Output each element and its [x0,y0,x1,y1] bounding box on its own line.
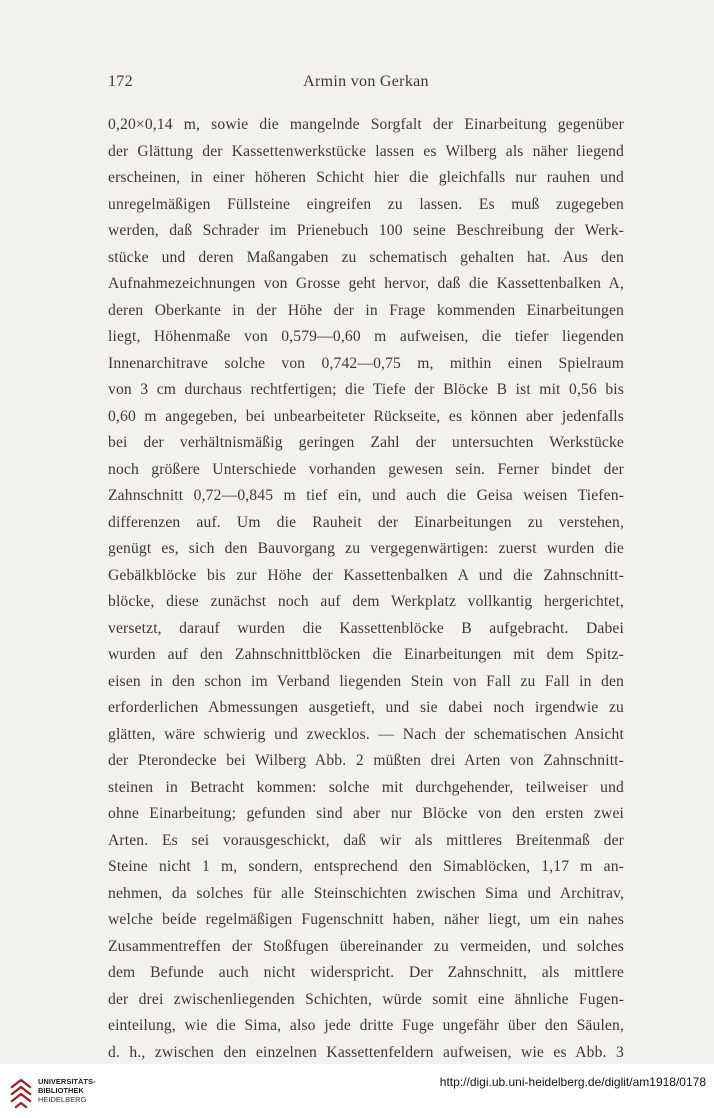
text-line: dem Befunde auch nicht widerspricht. Der Zahnschnitt, als mittlere [108,964,624,981]
text-line: Zusammentreffen der Stoßfugen übereinander zu vermeiden, und solches [108,937,624,955]
library-name-line-1: UNIVERSITÄTS- [38,1077,96,1086]
library-name-line-3: HEIDELBERG [38,1095,87,1104]
text-line: Steine nicht 1 m, sondern, entsprechend den Simablöcken, 1,17 m an- [108,858,624,875]
text-line: welche beide regelmäßigen Fugenschnitt haben, näher liegt, um ein nahes [108,911,624,928]
text-line: steinen in Betracht kommen: solche mit durchgehender, teilweiser und [108,778,624,796]
page-number: 172 [108,73,133,90]
text-line: noch größere Unterschiede vorhanden gewesen sein. Ferner bindet der [108,460,624,478]
text-line: versetzt, darauf wurden die Kassettenblöcke B aufgebracht. Dabei [108,619,624,637]
text-line: differenzen auf. Um die Rauheit der Einarbeitungen zu verstehen, [108,513,624,531]
text-line: eisen in den schon im Verband liegenden Stein von Fall zu Fall in den [108,672,624,690]
text-line: stücke und deren Maßangaben zu schematisch gehalten hat. Aus den [108,248,624,266]
text-line: 0,20×0,14 m, sowie die mangelnde Sorgfalt der Einarbeitung gegenüber [108,116,624,133]
text-line: der Glättung der Kassettenwerkstücke lassen es Wilberg als näher liegend [108,142,624,160]
source-url-link[interactable]: http://digi.ub.uni-heidelberg.de/diglit/am1918/0178 [439,1075,706,1089]
text-line: liegt, Höhenmaße von 0,579—0,60 m aufweisen, die tiefer liegenden [108,328,624,345]
text-line: werden, daß Schrader im Prienebuch 100 seine Beschreibung der Werk- [108,222,624,239]
text-line: erforderlichen Abmessungen ausgetieft, und sie dabei noch irgendwie zu [108,699,624,716]
library-name-line-2: BIBLIOTHEK [38,1086,84,1095]
text-line: 0,60 m angegeben, bei unbearbeiteter Rückseite, es können aber jedenfalls [108,407,624,425]
text-line: der drei zwischenliegenden Schichten, würde somit eine ähnliche Fugen- [108,990,624,1008]
text-line: nehmen, da solches für alle Steinschichten zwischen Sima und Architrav, [108,884,624,902]
university-library-logo-icon[interactable] [9,1071,33,1111]
text-line: Gebälkblöcke bis zur Höhe der Kassettenbalken A und die Zahnschnitt- [108,566,624,584]
text-line: d. h., zwischen den einzelnen Kassettenfeldern aufweisen, wie es Abb. 3 [108,1043,624,1061]
text-line: blöcke, diese zunächst noch auf dem Werkplatz vollkantig hergerichtet, [108,593,624,610]
text-line: bei der verhältnismäßig geringen Zahl der untersuchten Werkstücke [108,434,624,451]
text-line: von 3 cm durchaus rechtfertigen; die Tiefe der Blöcke B ist mit 0,56 bis [108,381,624,398]
text-line: ohne Einarbeitung; gefunden sind aber nur Blöcke von den ersten zwei [108,805,624,822]
page-header [108,73,624,97]
text-line: Zahnschnitt 0,72—0,845 m tief ein, und auch die Geisa weisen Tiefen- [108,487,624,504]
text-line: genügt es, sich den Bauvorgang zu vergegenwärtigen: zuerst wurden die [108,540,624,557]
text-line: deren Oberkante in der Höhe der in Frage kommenden Einarbeitungen [108,301,624,319]
running-head: Armin von Gerkan [303,73,429,90]
text-line: unregelmäßigen Füllsteine eingreifen zu lassen. Es muß zugegeben [108,195,624,213]
library-name [38,1077,96,1104]
text-line: wurden auf den Zahnschnittblöcken die Einarbeitungen mit dem Spitz- [108,646,624,663]
footer [0,1064,714,1118]
text-line: Aufnahmezeichnungen von Grosse geht hervor, daß die Kassettenbalken A, [108,275,624,292]
text-line: erscheinen, in einer höheren Schicht hier die gleichfalls nur rauhen und [108,169,624,186]
text-line: der Pterondecke bei Wilberg Abb. 2 müßten drei Arten von Zahnschnitt- [108,752,624,769]
body-text [108,112,624,1066]
text-line: Innenarchitrave solche von 0,742—0,75 m, mithin einen Spielraum [108,354,624,372]
text-line: glätten, wäre schwierig und zwecklos. — Nach der schematischen Ansicht [108,725,624,743]
text-line: Arten. Es sei vorausgeschickt, daß wir als mittleres Breitenmaß der [108,831,624,849]
text-line: einteilung, wie die Sima, also jede dritte Fuge ungefähr über den Säulen, [108,1017,624,1034]
